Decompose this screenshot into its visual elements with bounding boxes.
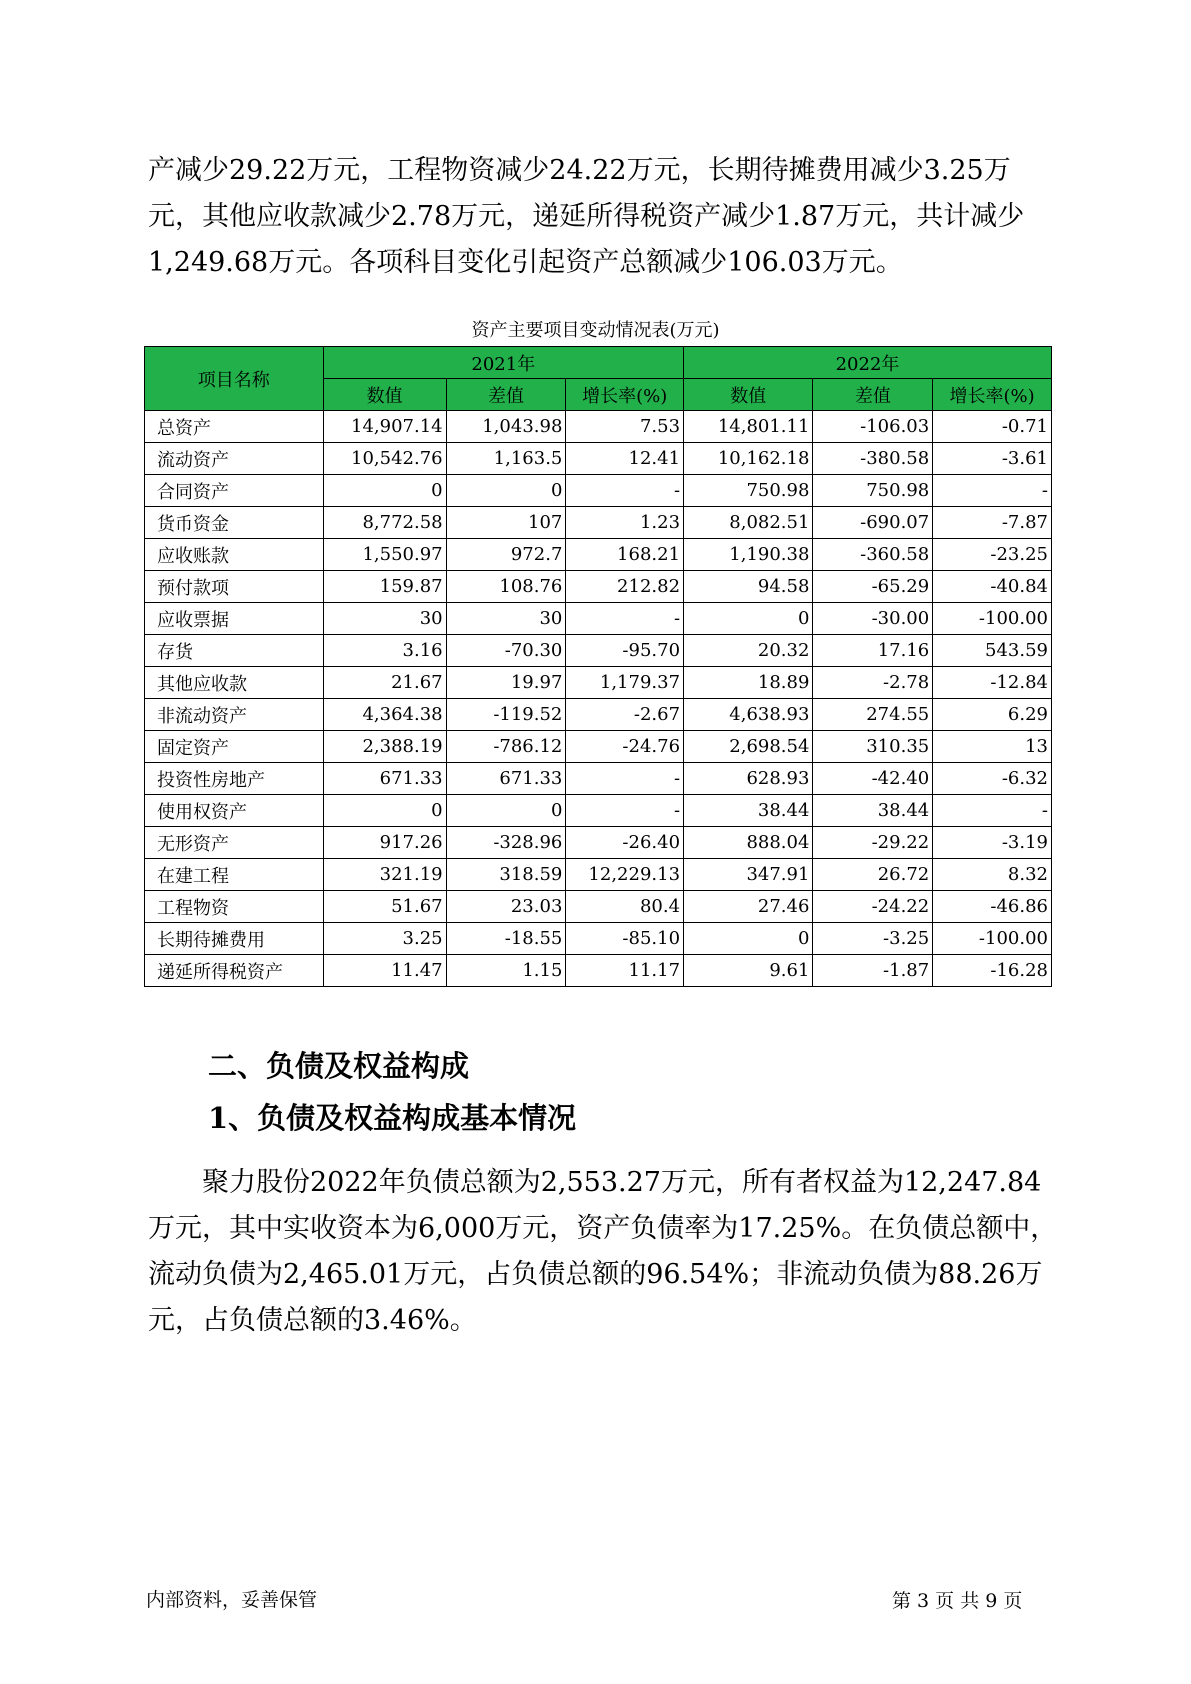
row-value-cell: 2,388.19 [323, 731, 446, 763]
row-value-cell: 23.03 [446, 891, 566, 923]
row-value-cell: 11.47 [323, 955, 446, 987]
row-value-cell: - [566, 795, 684, 827]
row-value-cell: 318.59 [446, 859, 566, 891]
row-value-cell: 9.61 [684, 955, 813, 987]
row-value-cell: 917.26 [323, 827, 446, 859]
row-value-cell: 0 [446, 795, 566, 827]
row-item-name: 存货 [145, 635, 324, 667]
row-value-cell: 1.15 [446, 955, 566, 987]
row-value-cell: -29.22 [813, 827, 933, 859]
row-value-cell: 671.33 [446, 763, 566, 795]
table-row [145, 763, 1052, 795]
subheader-cell: 增长率(%) [566, 379, 684, 411]
row-value-cell: 159.87 [323, 571, 446, 603]
row-value-cell: -42.40 [813, 763, 933, 795]
table-row [145, 667, 1052, 699]
row-value-cell: -85.10 [566, 923, 684, 955]
row-value-cell: 13 [933, 731, 1052, 763]
row-item-name: 无形资产 [145, 827, 324, 859]
row-value-cell: 12.41 [566, 443, 684, 475]
row-value-cell: -40.84 [933, 571, 1052, 603]
row-value-cell: 671.33 [323, 763, 446, 795]
row-value-cell: -65.29 [813, 571, 933, 603]
intro-paragraph: 产减少29.22万元，工程物资减少24.22万元，长期待摊费用减少3.25万元，其他应收款减少2.78万元，递延所得税资产减少1.87万元，共计减少1,249.68万元。各项科目变化引起资产总额减少106.03万元。 [148, 155, 1025, 278]
row-value-cell: - [566, 475, 684, 507]
subsection-heading: 1、负债及权益构成基本情况 [208, 1101, 577, 1135]
row-value-cell: -119.52 [446, 699, 566, 731]
row-item-name: 工程物资 [145, 891, 324, 923]
table-caption: 资产主要项目变动情况表(万元) [471, 320, 720, 341]
table-row [145, 603, 1052, 635]
row-value-cell: - [933, 795, 1052, 827]
row-value-cell: 30 [323, 603, 446, 635]
row-item-name: 固定资产 [145, 731, 324, 763]
table-row [145, 795, 1052, 827]
row-value-cell: 12,229.13 [566, 859, 684, 891]
table-row [145, 539, 1052, 571]
liabilities-paragraph: 聚力股份2022年负债总额为2,553.27万元，所有者权益为12,247.84万元，其中实收资本为6,000万元，资产负债率为17.25%。在负债总额中，流动负债为2,465.01万元，占负债总额的96.54%；非流动负债为88.26万元，占负债总额的3.46%。 [148, 1167, 1058, 1336]
row-value-cell: -0.71 [933, 411, 1052, 443]
row-value-cell: - [566, 603, 684, 635]
row-value-cell: -26.40 [566, 827, 684, 859]
row-value-cell: -24.76 [566, 731, 684, 763]
row-value-cell: -2.67 [566, 699, 684, 731]
row-value-cell: 0 [323, 795, 446, 827]
row-value-cell: 8.32 [933, 859, 1052, 891]
row-item-name: 合同资产 [145, 475, 324, 507]
row-value-cell: 3.16 [323, 635, 446, 667]
row-value-cell: 18.89 [684, 667, 813, 699]
row-value-cell: -380.58 [813, 443, 933, 475]
row-item-name: 非流动资产 [145, 699, 324, 731]
row-value-cell: -30.00 [813, 603, 933, 635]
row-item-name: 流动资产 [145, 443, 324, 475]
table-row [145, 955, 1052, 987]
subheader-cell: 差值 [446, 379, 566, 411]
row-value-cell: -12.84 [933, 667, 1052, 699]
row-value-cell: 14,907.14 [323, 411, 446, 443]
row-value-cell: 107 [446, 507, 566, 539]
row-value-cell: 4,638.93 [684, 699, 813, 731]
table-row [145, 571, 1052, 603]
row-value-cell: -18.55 [446, 923, 566, 955]
row-value-cell: 2,698.54 [684, 731, 813, 763]
row-value-cell: -3.25 [813, 923, 933, 955]
table-row [145, 443, 1052, 475]
table-row [145, 411, 1052, 443]
row-value-cell: -16.28 [933, 955, 1052, 987]
footer-confidential: 内部资料，妥善保管 [146, 1589, 318, 1611]
row-value-cell: 10,542.76 [323, 443, 446, 475]
row-value-cell: 1,043.98 [446, 411, 566, 443]
row-value-cell: -100.00 [933, 923, 1052, 955]
row-item-name: 投资性房地产 [145, 763, 324, 795]
row-value-cell: -1.87 [813, 955, 933, 987]
table-row [145, 891, 1052, 923]
table-row [145, 507, 1052, 539]
row-value-cell: 8,772.58 [323, 507, 446, 539]
row-value-cell: -100.00 [933, 603, 1052, 635]
row-value-cell: -106.03 [813, 411, 933, 443]
row-value-cell: 108.76 [446, 571, 566, 603]
row-value-cell: 26.72 [813, 859, 933, 891]
row-value-cell: 1,190.38 [684, 539, 813, 571]
row-value-cell: 4,364.38 [323, 699, 446, 731]
row-value-cell: -7.87 [933, 507, 1052, 539]
row-value-cell: 80.4 [566, 891, 684, 923]
row-value-cell: 888.04 [684, 827, 813, 859]
row-item-name: 应收账款 [145, 539, 324, 571]
row-value-cell: 750.98 [684, 475, 813, 507]
row-item-name: 在建工程 [145, 859, 324, 891]
row-value-cell: 17.16 [813, 635, 933, 667]
row-value-cell: 38.44 [684, 795, 813, 827]
row-value-cell: -3.19 [933, 827, 1052, 859]
row-item-name: 货币资金 [145, 507, 324, 539]
header-item-name: 项目名称 [145, 347, 324, 411]
table-row [145, 923, 1052, 955]
row-item-name: 使用权资产 [145, 795, 324, 827]
row-value-cell: 212.82 [566, 571, 684, 603]
table-row [145, 859, 1052, 891]
subheader-cell: 数值 [684, 379, 813, 411]
subheader-cell: 差值 [813, 379, 933, 411]
row-value-cell: 168.21 [566, 539, 684, 571]
row-value-cell: -24.22 [813, 891, 933, 923]
row-value-cell: -46.86 [933, 891, 1052, 923]
row-value-cell: - [933, 475, 1052, 507]
header-year-2021: 2021年 [323, 347, 683, 379]
row-value-cell: 51.67 [323, 891, 446, 923]
subheader-cell: 数值 [323, 379, 446, 411]
section-heading: 二、负债及权益构成 [208, 1049, 470, 1083]
row-value-cell: 750.98 [813, 475, 933, 507]
row-value-cell: 8,082.51 [684, 507, 813, 539]
row-value-cell: 10,162.18 [684, 443, 813, 475]
row-value-cell: 628.93 [684, 763, 813, 795]
row-value-cell: -70.30 [446, 635, 566, 667]
row-item-name: 长期待摊费用 [145, 923, 324, 955]
row-value-cell: 7.53 [566, 411, 684, 443]
row-value-cell: 1,550.97 [323, 539, 446, 571]
row-value-cell: -328.96 [446, 827, 566, 859]
row-value-cell: 20.32 [684, 635, 813, 667]
row-value-cell: 19.97 [446, 667, 566, 699]
row-value-cell: 1,179.37 [566, 667, 684, 699]
row-value-cell: - [566, 763, 684, 795]
row-value-cell: -690.07 [813, 507, 933, 539]
row-value-cell: 0 [684, 603, 813, 635]
row-value-cell: 6.29 [933, 699, 1052, 731]
row-value-cell: -23.25 [933, 539, 1052, 571]
row-value-cell: 1.23 [566, 507, 684, 539]
row-value-cell: 274.55 [813, 699, 933, 731]
row-value-cell: 310.35 [813, 731, 933, 763]
asset-change-table [144, 346, 1052, 987]
row-value-cell: -3.61 [933, 443, 1052, 475]
row-item-name: 其他应收款 [145, 667, 324, 699]
row-value-cell: 0 [323, 475, 446, 507]
row-item-name: 总资产 [145, 411, 324, 443]
row-value-cell: 972.7 [446, 539, 566, 571]
row-item-name: 预付款项 [145, 571, 324, 603]
footer-page-number: 第 3 页 共 9 页 [892, 1590, 1023, 1612]
row-value-cell: -95.70 [566, 635, 684, 667]
row-value-cell: 94.58 [684, 571, 813, 603]
row-value-cell: 321.19 [323, 859, 446, 891]
table-row [145, 827, 1052, 859]
row-value-cell: 14,801.11 [684, 411, 813, 443]
row-value-cell: -786.12 [446, 731, 566, 763]
row-value-cell: -360.58 [813, 539, 933, 571]
row-item-name: 应收票据 [145, 603, 324, 635]
row-value-cell: 38.44 [813, 795, 933, 827]
table-row [145, 475, 1052, 507]
row-value-cell: 3.25 [323, 923, 446, 955]
row-value-cell: 0 [684, 923, 813, 955]
row-value-cell: 11.17 [566, 955, 684, 987]
row-value-cell: 1,163.5 [446, 443, 566, 475]
row-value-cell: 27.46 [684, 891, 813, 923]
row-value-cell: 30 [446, 603, 566, 635]
row-value-cell: 0 [446, 475, 566, 507]
table-row [145, 699, 1052, 731]
row-item-name: 递延所得税资产 [145, 955, 324, 987]
row-value-cell: 21.67 [323, 667, 446, 699]
table-row [145, 731, 1052, 763]
row-value-cell: -2.78 [813, 667, 933, 699]
row-value-cell: 347.91 [684, 859, 813, 891]
row-value-cell: -6.32 [933, 763, 1052, 795]
header-year-2022: 2022年 [684, 347, 1052, 379]
row-value-cell: 543.59 [933, 635, 1052, 667]
subheader-cell: 增长率(%) [933, 379, 1052, 411]
table-row [145, 635, 1052, 667]
